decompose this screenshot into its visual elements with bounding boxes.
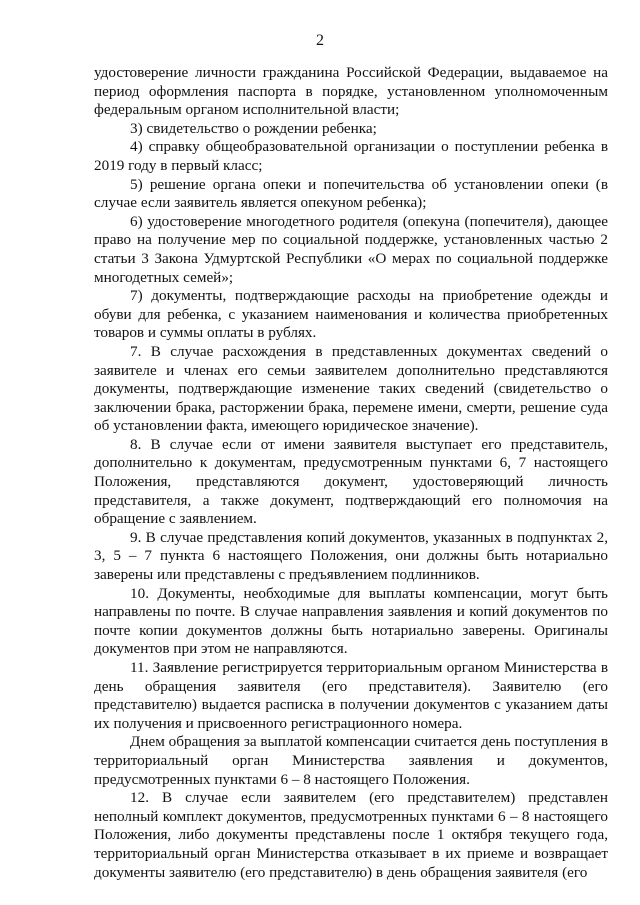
document-body	[94, 64, 608, 882]
paragraph-item-5: 5) решение органа опеки и попечительства об установлении опеки (в случае если заявитель является опекуном ребенка);	[94, 175, 608, 212]
paragraph-application-date: Днем обращения за выплатой компенсации считается день поступления в территориальный орган Министерства заявления и документов, предусмотренных пунктами 6 – 8 настоящего Положения.	[94, 733, 608, 788]
paragraph-clause-12: 12. В случае если заявителем (его представителем) представлен неполный комплект документов, предусмотренных пунктами 6 – 8 настоящего Положения, либо документы представлены после 1 октября текущего года, территориальный орган Министерства отказывает в их приеме и возвращает документы заявителю (его представителю) в день обращения заявителя (его	[94, 789, 608, 881]
paragraph-item-6: 6) удостоверение многодетного родителя (опекуна (попечителя), дающее право на получение мер по социальной поддержке, установленных частью 2 статьи 3 Закона Удмуртской Республики «О мерах по социальной поддержке многодетных семей»;	[94, 212, 608, 286]
paragraph-clause-9: 9. В случае представления копий документов, указанных в подпунктах 2, 3, 5 – 7 пункта 6 настоящего Положения, они должны быть нотариально заверены или представлены с предъявлением подлинников.	[94, 528, 608, 584]
paragraph-item-7: 7) документы, подтверждающие расходы на приобретение одежды и обуви для ребенка, с указанием наименования и количества приобретенных товаров и суммы оплаты в рублях.	[94, 287, 608, 342]
paragraph-clause-10: 10. Документы, необходимые для выплаты компенсации, могут быть направлены по почте. В случае направления заявления и копий документов по почте копии документов должны быть нотариально заверены. Оригиналы документов при этом не направляются.	[94, 584, 608, 658]
paragraph-clause-7: 7. В случае расхождения в представленных документах сведений о заявителе и членах его семьи заявителем дополнительно представляются документы, подтверждающие изменение таких сведений (свидетельство о заключении брака, расторжении брака, перемене имени, смерти, решение суда об установлении факта, имеющего юридическое значение).	[94, 342, 608, 435]
page-number: 2	[316, 32, 324, 49]
paragraph-item-4: 4) справку общеобразовательной организации о поступлении ребенка в 2019 году в первый класс;	[94, 138, 608, 174]
paragraph-id-continuation: удостоверение личности гражданина Российской Федерации, выдаваемое на период оформления паспорта в порядке, установленном уполномоченным федеральным органом исполнительной власти;	[94, 64, 608, 119]
paragraph-clause-8: 8. В случае если от имени заявителя выступает его представитель, дополнительно к документам, предусмотренным пунктами 6, 7 настоящего Положения, представляются документ, удостоверяющий личность представителя, а также документ, подтверждающий его полномочия на обращение с заявлением.	[94, 435, 608, 528]
paragraph-item-3: 3) свидетельство о рождении ребенка;	[130, 119, 377, 137]
paragraph-clause-11: 11. Заявление регистрируется территориальным органом Министерства в день обращения заявителя (его представителя). Заявителю (его представителю) выдается расписка в получении документов с указанием даты их получения и присвоенного регистрационного номера.	[94, 659, 608, 732]
